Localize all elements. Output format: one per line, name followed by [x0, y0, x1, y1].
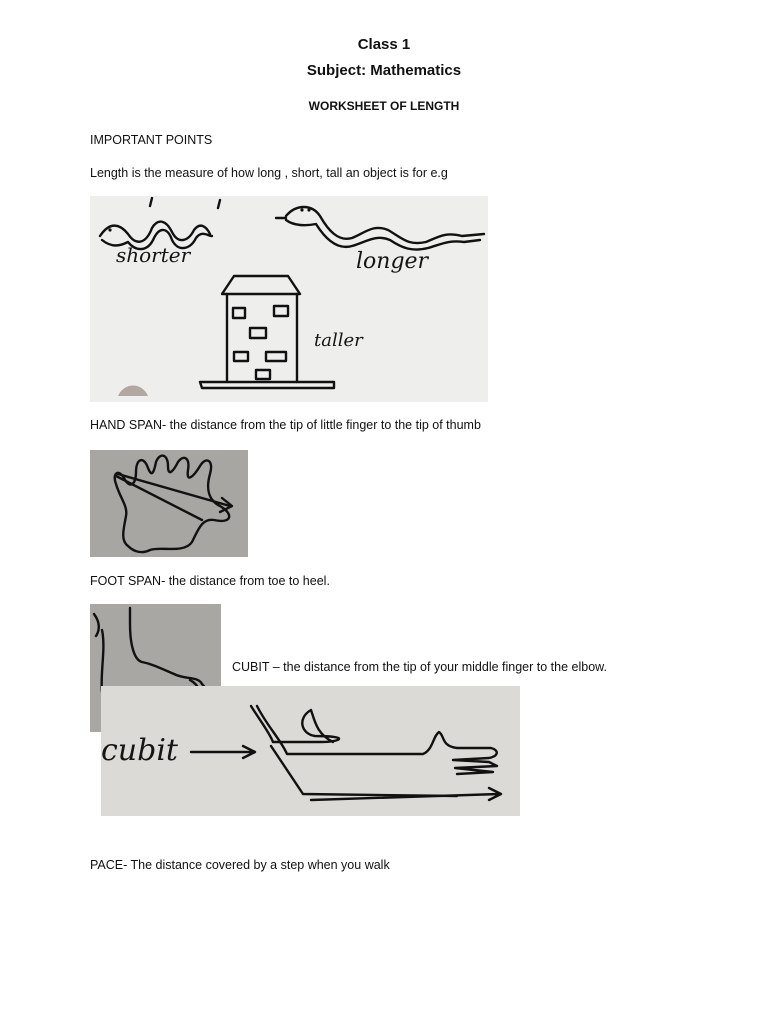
- longer-label: longer: [356, 249, 429, 274]
- cubit-handwritten-label: cubit: [101, 733, 178, 768]
- subject-heading: Subject: Mathematics: [306, 62, 462, 79]
- shorter-label: shorter: [116, 243, 191, 267]
- hand-span-image: [90, 450, 248, 557]
- worksheet-title: WORKSHEET OF LENGTH: [308, 99, 460, 113]
- length-sketch-image: [90, 196, 488, 402]
- hand-span-text: HAND SPAN- the distance from the tip of little finger to the tip of thumb: [90, 418, 481, 432]
- class-heading: Class 1: [357, 36, 411, 53]
- cubit-text: CUBIT – the distance from the tip of your middle finger to the elbow.: [232, 660, 607, 674]
- taller-label: taller: [314, 330, 363, 351]
- pace-text: PACE- The distance covered by a step when you walk: [90, 858, 390, 872]
- length-definition-text: Length is the measure of how long , short, tall an object is for e.g: [90, 166, 448, 180]
- important-points-heading: IMPORTANT POINTS: [90, 133, 213, 147]
- foot-span-text: FOOT SPAN- the distance from toe to heel.: [90, 574, 330, 588]
- cubit-image: [101, 686, 520, 816]
